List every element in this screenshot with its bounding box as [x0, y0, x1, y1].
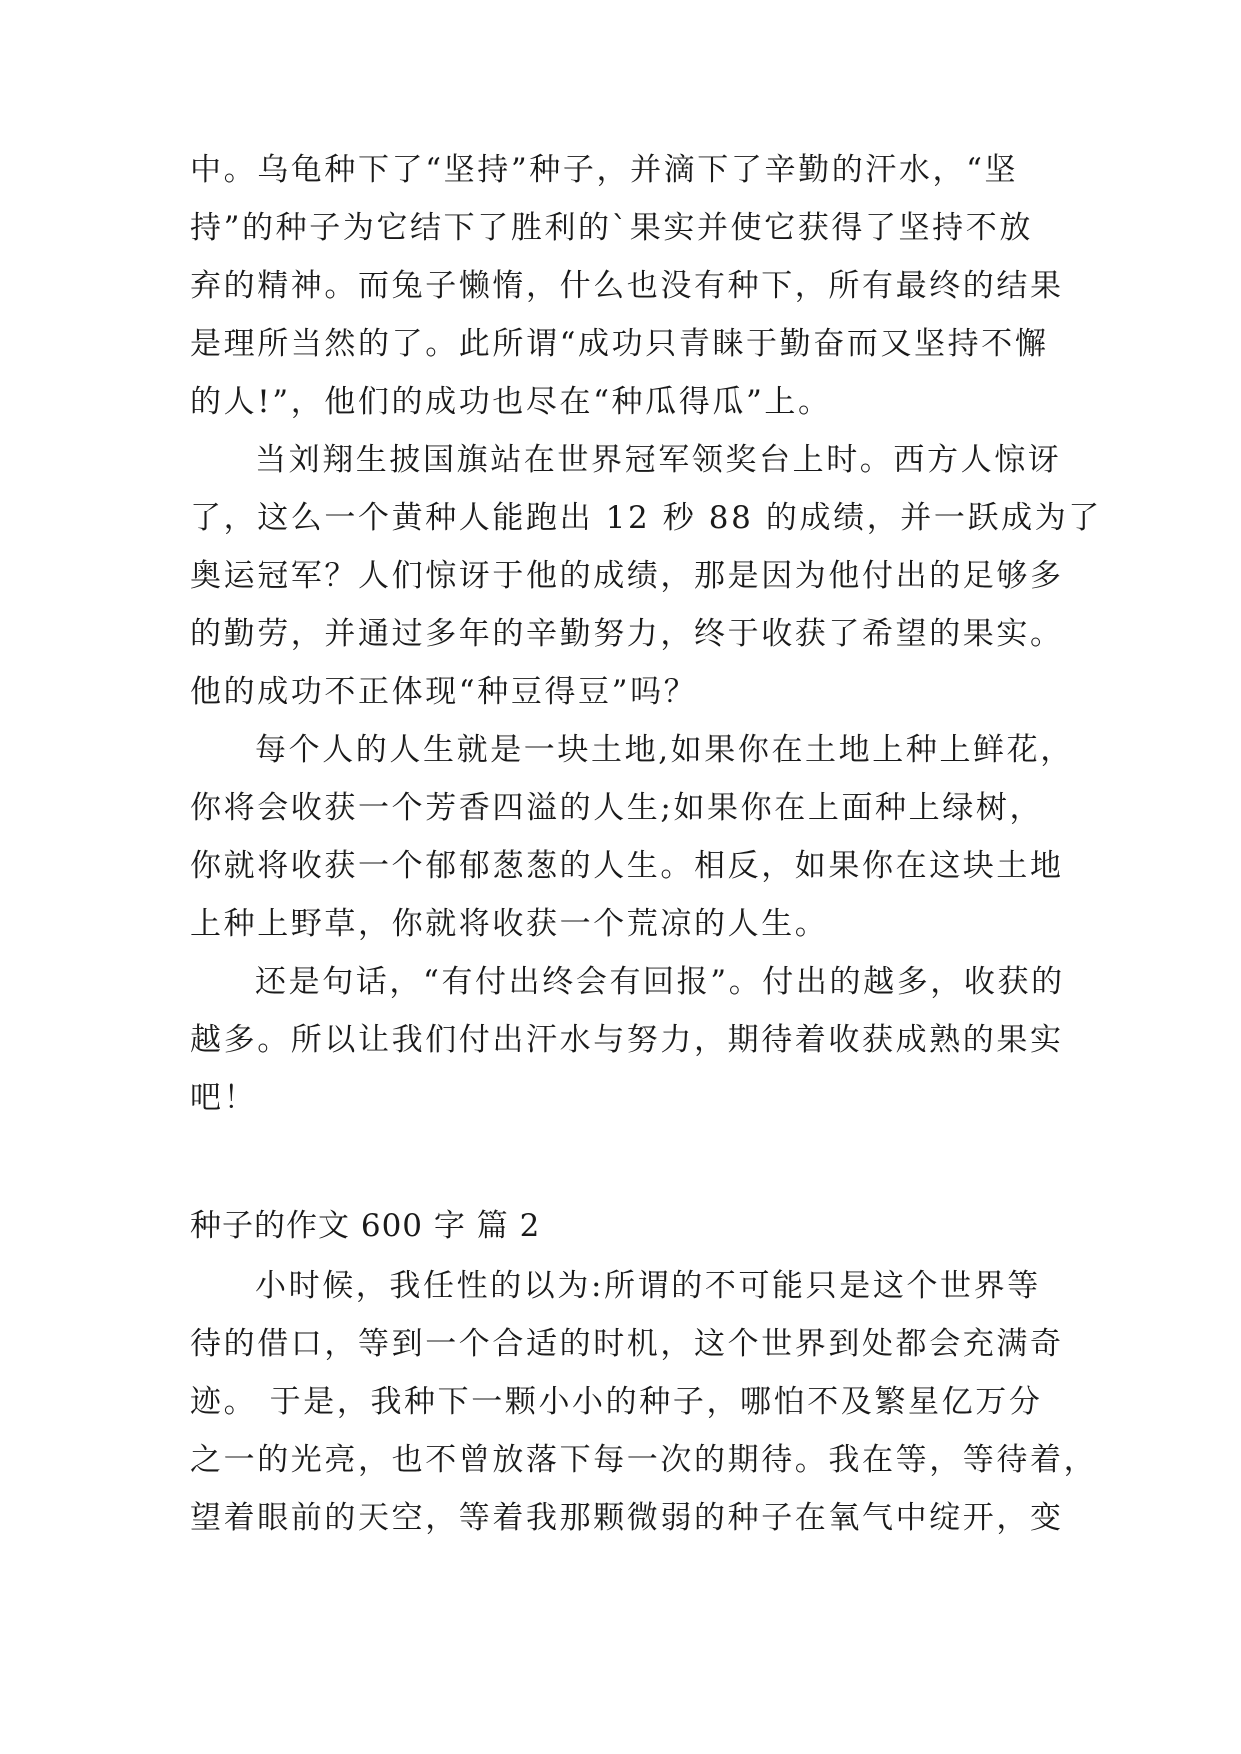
- text-line: 之一的光亮，也不曾放落下每一次的期待。我在等，等待着，: [190, 1442, 1098, 1478]
- section-heading: 种子的作文 600 字 篇 2: [190, 1208, 541, 1244]
- text-line: 你将会收获一个芳香四溢的人生;如果你在上面种上绿树，: [190, 790, 1044, 826]
- text-line: 待的借口，等到一个合适的时机，这个世界到处都会充满奇: [190, 1326, 1064, 1362]
- text-line: 的勤劳，并通过多年的辛勤努力，终于收获了希望的果实。: [190, 616, 1064, 652]
- text-line: 你就将收获一个郁郁葱葱的人生。相反，如果你在这块土地: [190, 848, 1064, 884]
- paragraph-start-line: 小时候，我任性的以为:所谓的不可能只是这个世界等: [255, 1268, 1041, 1304]
- text-line: 了，这么一个黄种人能跑出 12 秒 88 的成绩，并一跃成为了: [190, 500, 1102, 536]
- text-line: 是理所当然的了。此所谓“成功只青睐于勤奋而又坚持不懈: [190, 326, 1049, 362]
- text-line: 吧！: [190, 1080, 258, 1116]
- text-line: 他的成功不正体现“种豆得豆”吗？: [190, 674, 698, 710]
- text-line: 持”的种子为它结下了胜利的`果实并使它获得了坚持不放: [190, 210, 1033, 246]
- text-line: 中。乌龟种下了“坚持”种子，并滴下了辛勤的汗水，“坚: [190, 152, 1019, 188]
- paragraph-start-line: 当刘翔生披国旗站在世界冠军领奖台上时。西方人惊讶: [255, 442, 1062, 478]
- text-line: 迹。 于是，我种下一颗小小的种子，哪怕不及繁星亿万分: [190, 1384, 1043, 1420]
- text-line: 奥运冠军？人们惊讶于他的成绩，那是因为他付出的足够多: [190, 558, 1064, 594]
- text-line: 上种上野草，你就将收获一个荒凉的人生。: [190, 906, 829, 942]
- text-line: 弃的精神。而兔子懒惰，什么也没有种下，所有最终的结果: [190, 268, 1064, 304]
- paragraph-start-line: 还是句话，“有付出终会有回报”。付出的越多，收获的: [255, 964, 1065, 1000]
- text-line: 越多。所以让我们付出汗水与努力，期待着收获成熟的果实: [190, 1022, 1064, 1058]
- text-line: 的人!”，他们的成功也尽在“种瓜得瓜”上。: [190, 384, 832, 420]
- paragraph-start-line: 每个人的人生就是一块土地,如果你在土地上种上鲜花，: [255, 732, 1074, 768]
- text-line: 望着眼前的天空，等着我那颗微弱的种子在氧气中绽开，变: [190, 1500, 1064, 1536]
